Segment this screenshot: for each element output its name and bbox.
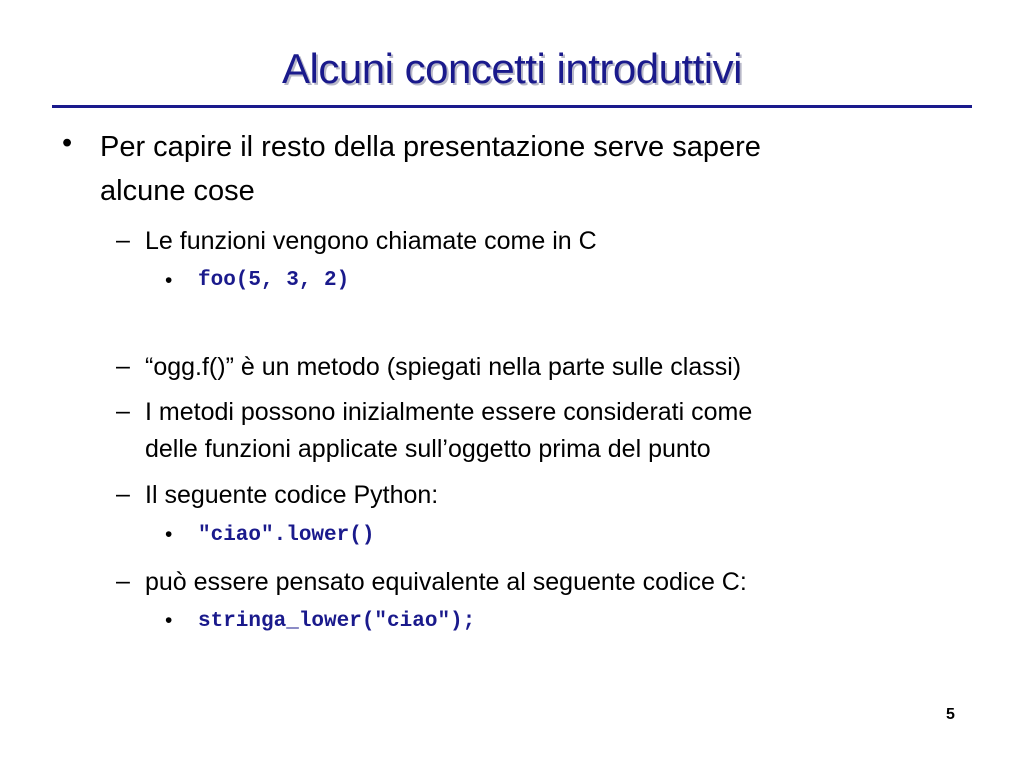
dash-marker: –: [116, 480, 130, 508]
sub-bullet-text: “ogg.f()” è un metodo (spiegati nella parte sulle classi): [145, 353, 742, 381]
bullet-marker: •: [62, 127, 73, 159]
sub-bullet-text: può essere pensato equivalente al seguente codice C:: [145, 568, 747, 596]
sub-bullet-text: I metodi possono inizialmente essere considerati come: [145, 398, 753, 426]
dash-marker: –: [116, 352, 130, 380]
code-snippet: stringa_lower("ciao");: [198, 610, 476, 633]
bullet-text: Per capire il resto della presentazione serve sapere: [100, 131, 761, 163]
bullet-marker: •: [165, 609, 173, 632]
page-number: 5: [946, 706, 955, 723]
sub-bullet-text: Il seguente codice Python:: [145, 481, 439, 509]
bullet-text-continued: alcune cose: [100, 175, 255, 207]
bullet-marker: •: [165, 523, 173, 546]
sub-bullet-text-continued: delle funzioni applicate sull’oggetto prima del punto: [145, 435, 711, 463]
code-snippet: foo(5, 3, 2): [198, 269, 350, 292]
dash-marker: –: [116, 567, 130, 595]
bullet-marker: •: [165, 269, 173, 292]
slide-title: Alcuni concetti introduttivi: [282, 45, 742, 92]
sub-bullet-text: Le funzioni vengono chiamate come in C: [145, 227, 597, 255]
code-snippet: "ciao".lower(): [198, 524, 375, 547]
dash-marker: –: [116, 226, 130, 254]
dash-marker: –: [116, 397, 130, 425]
